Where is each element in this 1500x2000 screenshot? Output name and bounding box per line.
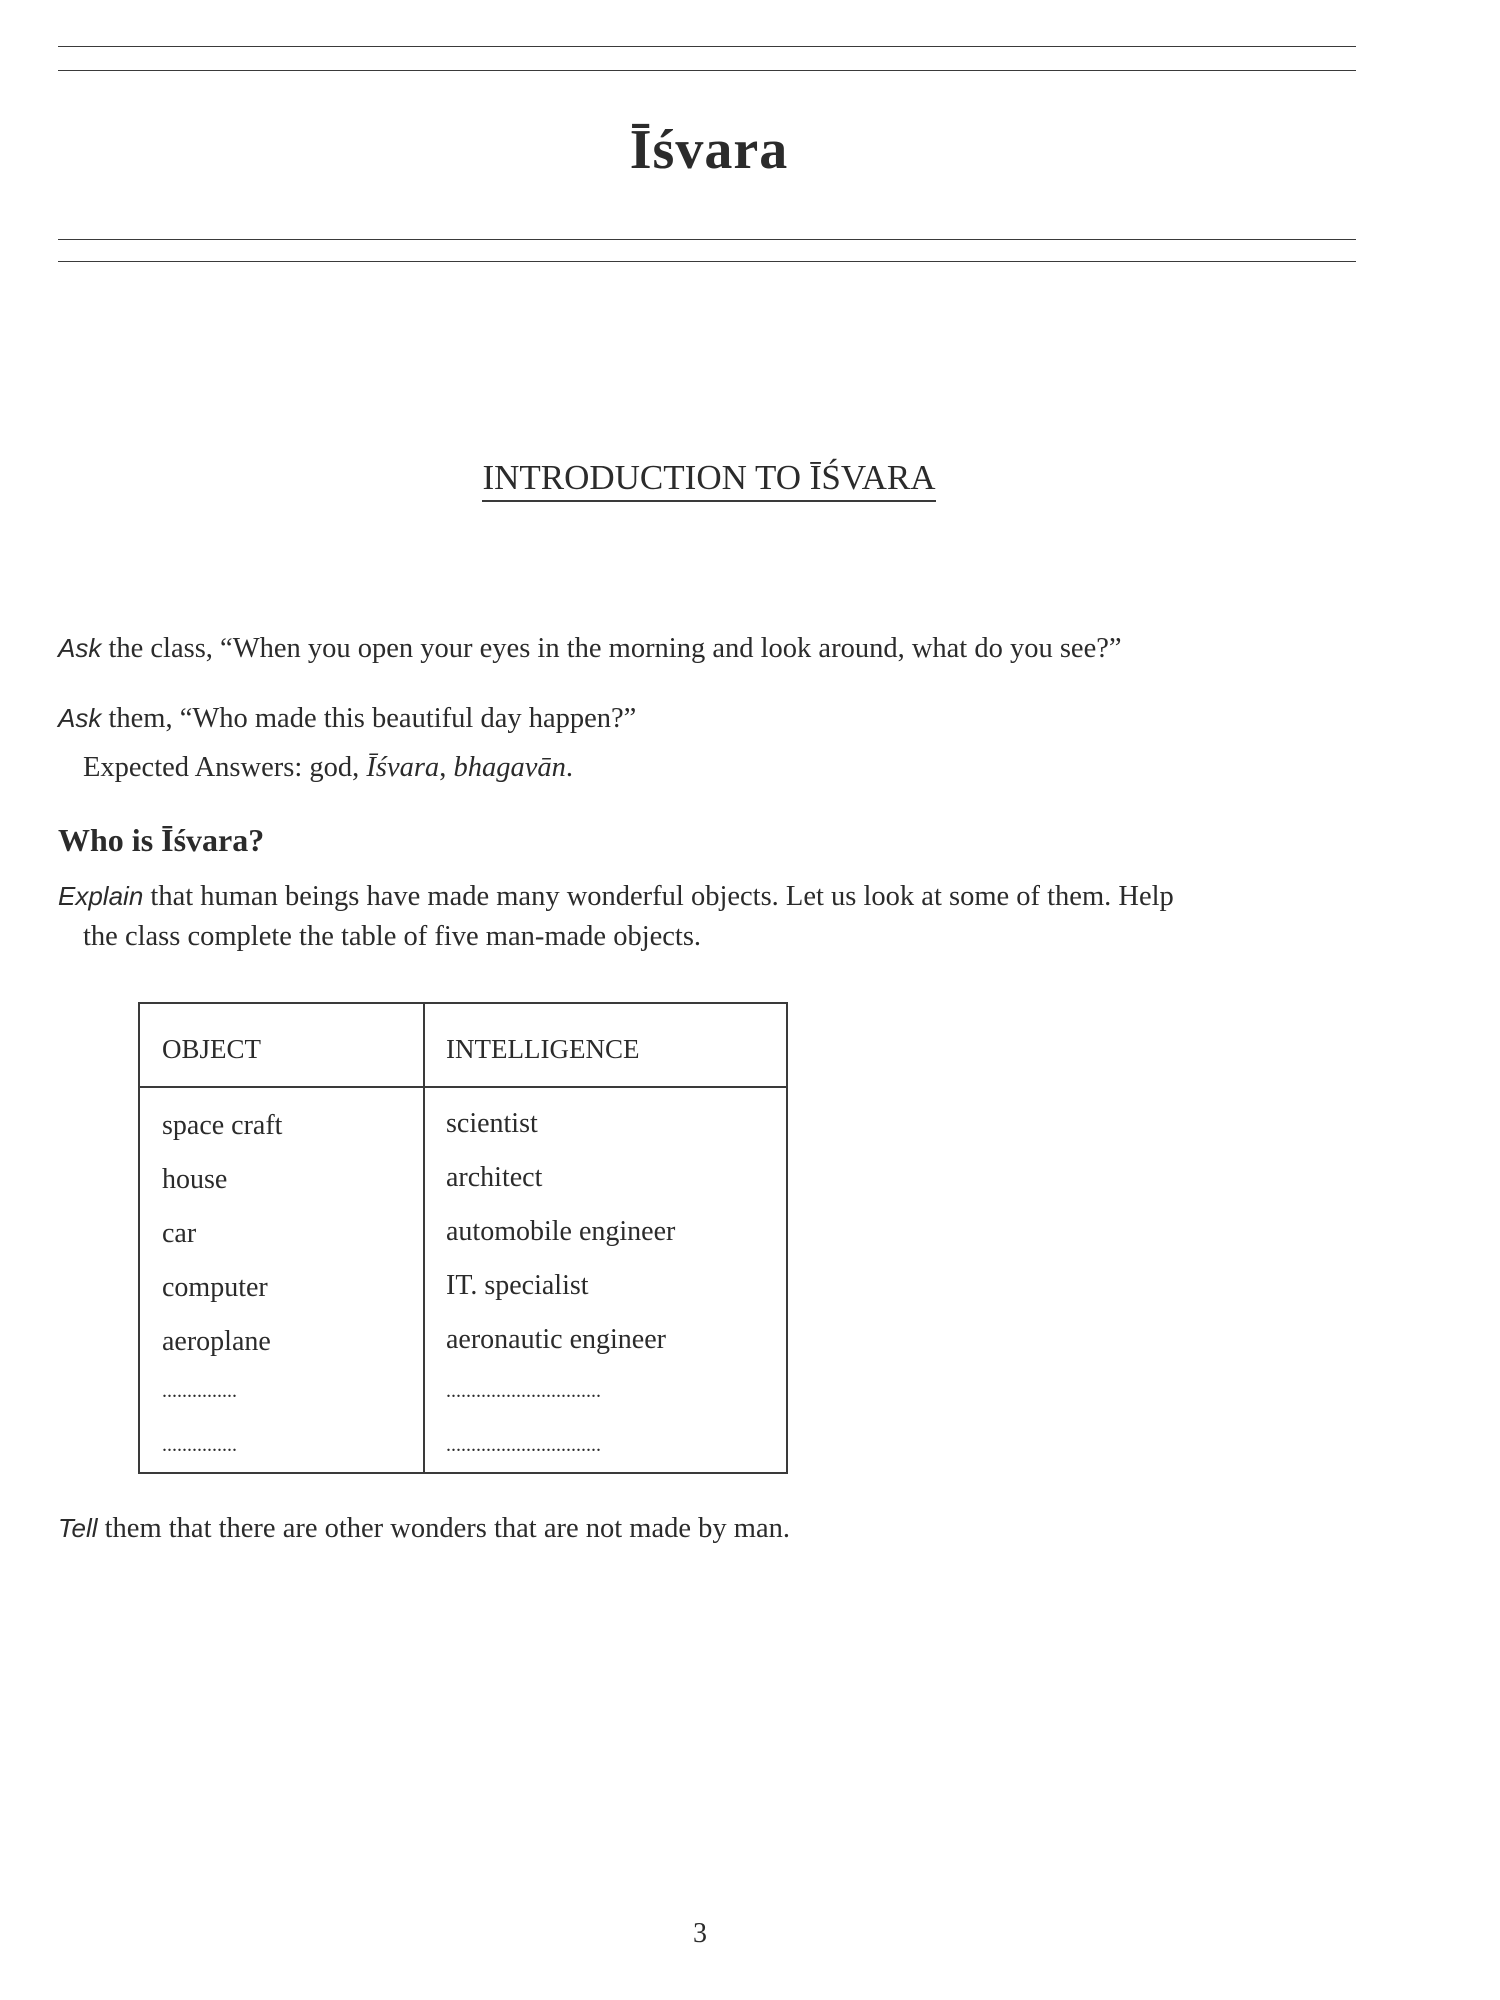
- instruction-verb: Ask: [58, 633, 102, 663]
- table-cell-intelligence: architect: [446, 1162, 543, 1193]
- instruction-verb: Explain: [58, 881, 144, 911]
- table-cell-object-blank: ...............: [162, 1434, 237, 1456]
- title-rule-1: [58, 239, 1356, 240]
- answer-term: Īśvara: [366, 752, 440, 783]
- chapter-title: Īśvara: [629, 119, 789, 181]
- table-column-divider: [423, 1004, 425, 1472]
- table-cell-object: computer: [162, 1272, 268, 1303]
- paragraph-text: them, “Who made this beautiful day happen?”: [101, 703, 637, 734]
- table-cell-intelligence: IT. specialist: [446, 1270, 589, 1301]
- table-cell-object-blank: ...............: [162, 1380, 237, 1402]
- table-header-object: OBJECT: [162, 1034, 262, 1064]
- top-rule-2: [58, 70, 1356, 71]
- paragraph-ask-class: [58, 628, 1358, 669]
- table-cell-intelligence: scientist: [446, 1108, 538, 1139]
- subheading-who-is-isvara: Who is Īśvara?: [58, 822, 265, 858]
- paragraph-tell: [58, 1508, 1358, 1549]
- section-heading-text: INTRODUCTION TO ĪŚVARA: [482, 458, 935, 502]
- paragraph-line: [58, 876, 1358, 917]
- table-cell-intelligence: automobile engineer: [446, 1216, 676, 1247]
- page-number: 3: [693, 1918, 707, 1949]
- paragraph-text: them that there are other wonders that are not made by man.: [97, 1513, 790, 1544]
- table-cell-intelligence-blank: ...............................: [446, 1380, 601, 1402]
- table-cell-object: car: [162, 1218, 197, 1249]
- table-cell-intelligence-blank: ...............................: [446, 1434, 601, 1456]
- instruction-verb: Ask: [58, 703, 102, 733]
- instruction-verb: Tell: [58, 1513, 98, 1543]
- answer-separator: ,: [439, 752, 454, 783]
- paragraph-explain: [58, 876, 1358, 957]
- top-rule-1: [58, 46, 1356, 47]
- table-cell-object: house: [162, 1164, 228, 1195]
- paragraph-text: the class, “When you open your eyes in the morning and look around, what do you see?”: [101, 633, 1122, 664]
- title-rule-2: [58, 261, 1356, 262]
- table-header-intelligence: INTELLIGENCE: [446, 1034, 640, 1064]
- table-header-divider: [140, 1086, 786, 1088]
- table-cell-intelligence: aeronautic engineer: [446, 1324, 666, 1355]
- paragraph-text: that human beings have made many wonderful objects. Let us look at some of them. Help: [143, 881, 1174, 912]
- expected-answers-prefix: Expected Answers: god,: [83, 752, 367, 783]
- answer-term: bhagavān: [453, 752, 566, 783]
- table-cell-object: aeroplane: [162, 1326, 271, 1357]
- objects-table: [138, 1002, 788, 1474]
- table-cell-object: space craft: [162, 1110, 283, 1141]
- answer-suffix: .: [565, 752, 573, 783]
- expected-answers: [58, 748, 1383, 788]
- section-heading: [0, 458, 1418, 498]
- paragraph-ask-them: [58, 698, 1358, 739]
- paragraph-line: the class complete the table of five man-made objects.: [83, 921, 702, 952]
